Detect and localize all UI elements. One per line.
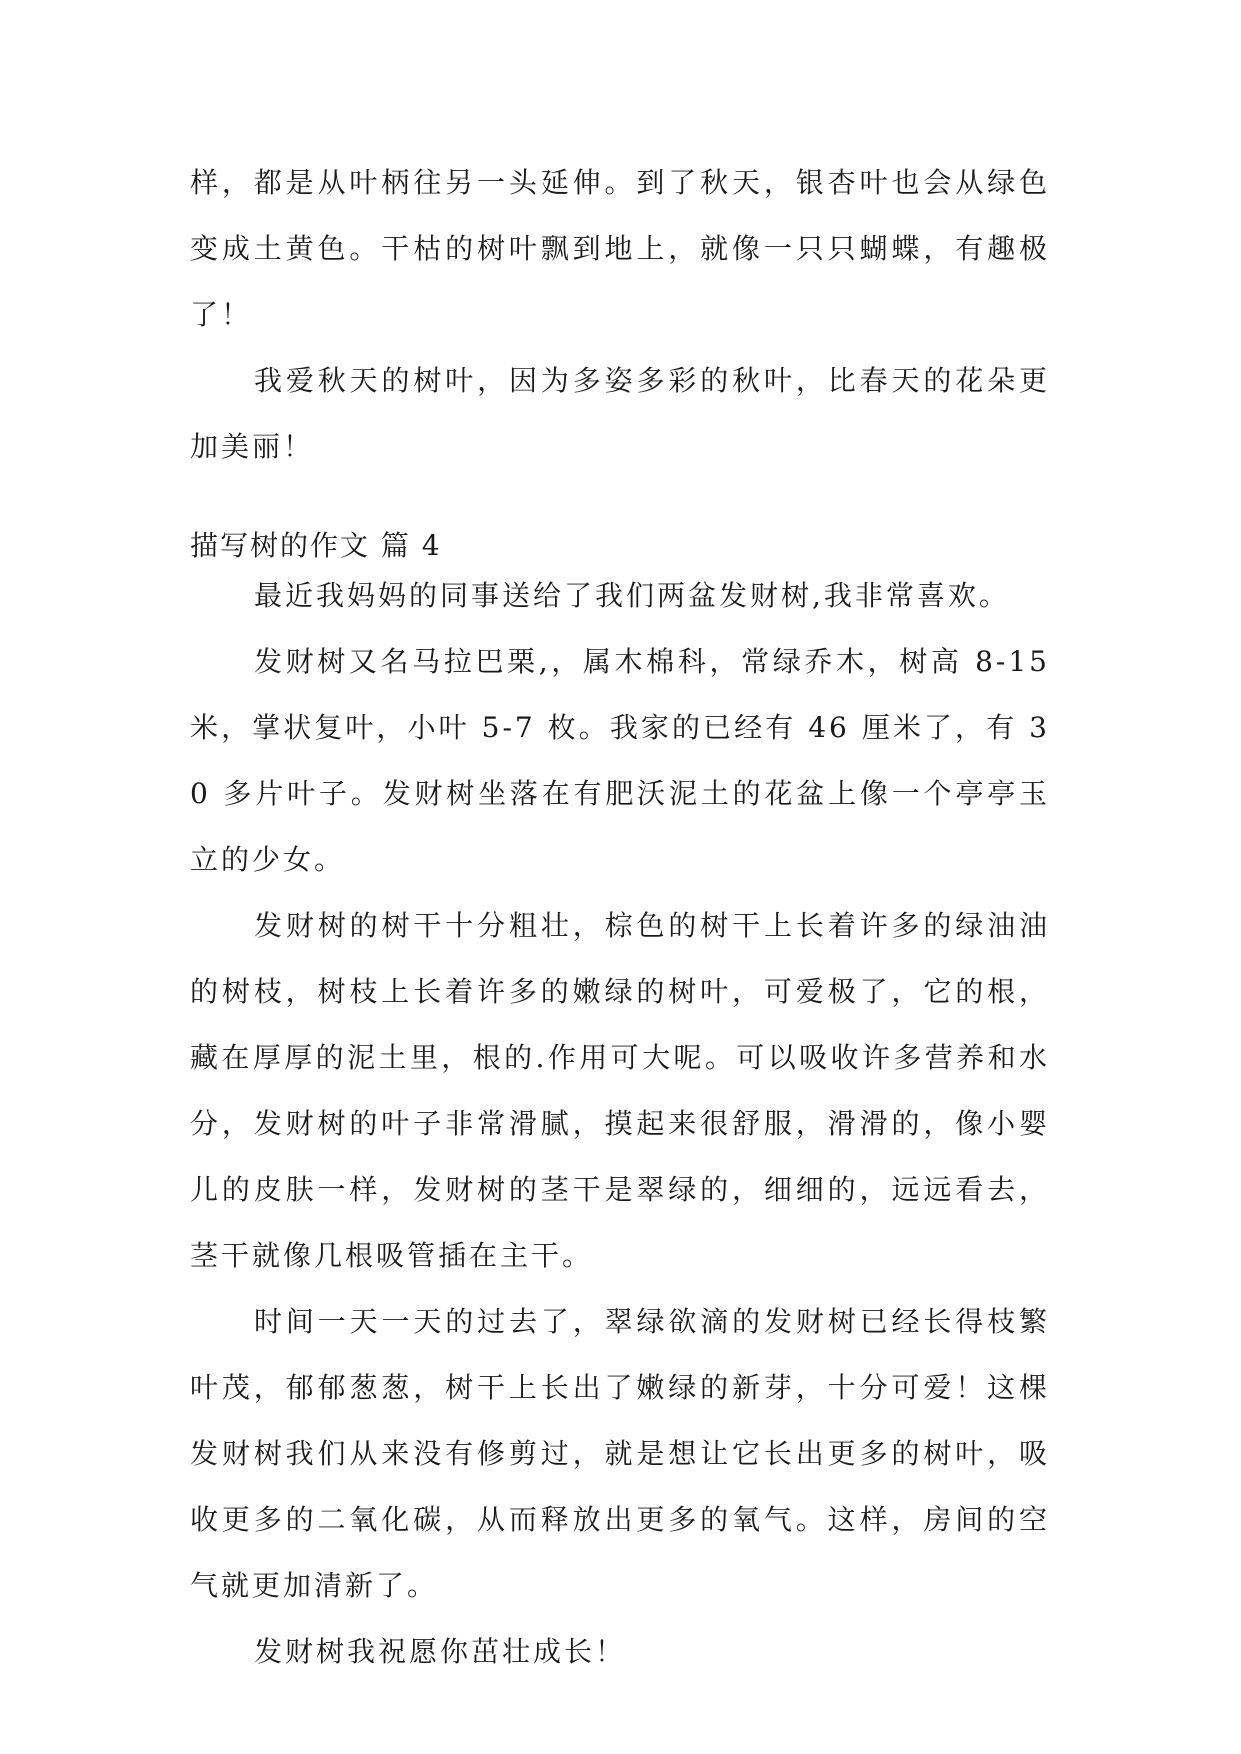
paragraph-description: 发财树又名马拉巴栗,，属木棉科，常绿乔木，树高 8-15 米，掌状复叶，小叶 5-7 枚。我家的已经有 46 厘米了，有 30 多片叶子。发财树坐落在有肥沃泥土的花盆上像一个亭亭玉立的少女。: [190, 645, 1050, 876]
section-heading: 描写树的作文 篇 4: [190, 529, 442, 562]
paragraph-intro: 最近我妈妈的同事送给了我们两盆发财树,我非常喜欢。: [254, 579, 1010, 612]
paragraph-trunk: 发财树的树干十分粗壮，棕色的树干上长着许多的绿油油的树枝，树枝上长着许多的嫩绿的树叶，可爱极了，它的根，藏在厚厚的泥土里，根的.作用可大呢。可以吸收许多营养和水分，发财树的叶子非常滑腻，摸起来很舒服，滑滑的，像小婴儿的皮肤一样，发财树的茎干是翠绿的，细细的，远远看去，茎干就像几根吸管插在主干。: [190, 909, 1050, 1272]
paragraph-growth: 时间一天一天的过去了，翠绿欲滴的发财树已经长得枝繁叶茂，郁郁葱葱，树干上长出了嫩绿的新芽，十分可爱！这棵发财树我们从来没有修剪过，就是想让它长出更多的树叶，吸收更多的二氧化碳，从而释放出更多的氧气。这样，房间的空气就更加清新了。: [190, 1305, 1050, 1602]
paragraph-autumn-leaves: 我爱秋天的树叶，因为多姿多彩的秋叶，比春天的花朵更加美丽！: [190, 364, 1050, 463]
paragraph-continuation: 样，都是从叶柄往另一头延伸。到了秋天，银杏叶也会从绿色变成土黄色。干枯的树叶飘到地上，就像一只只蝴蝶，有趣极了！: [190, 166, 1050, 331]
paragraph-closing: 发财树我祝愿你茁壮成长！: [254, 1635, 627, 1668]
